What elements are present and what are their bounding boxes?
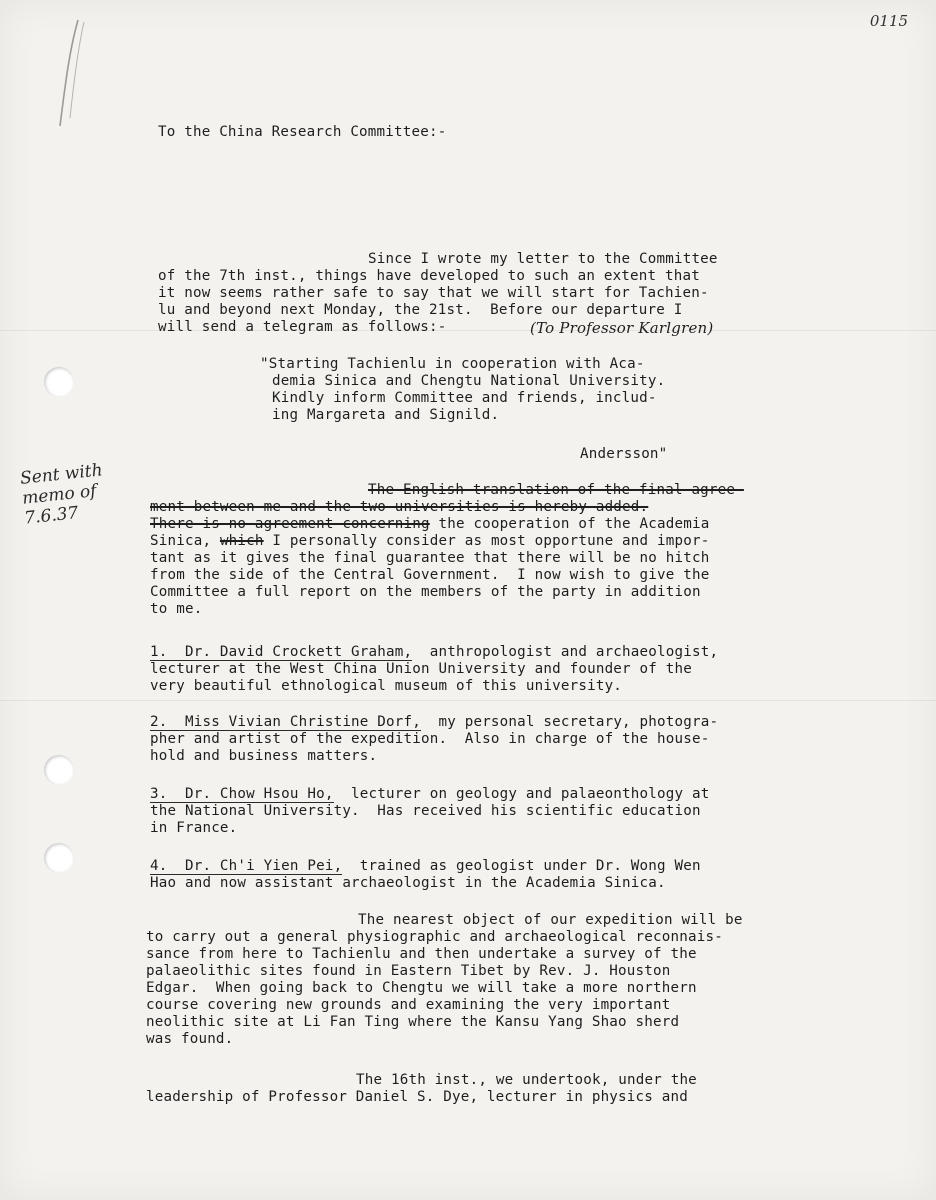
member-first-line [150,786,709,803]
member-line: very beautiful ethnological museum of this university. [150,678,623,694]
struck-line: The English translation of the final agree- [368,482,744,498]
page-number: 0115 [869,12,908,30]
telegram-line: "Starting Tachienlu in cooperation with Aca- [260,356,645,372]
para2-line: tant as it gives the final guarantee that there will be no hitch [150,550,710,566]
member-name: 1. Dr. David Crockett Graham, [150,644,413,660]
para3-line: was found. [146,1031,234,1047]
handwritten-margin-note [19,455,155,528]
member-role: trained as geologist under Dr. Wong Wen [342,858,701,874]
para2-line: from the side of the Central Government. I now wish to give the [150,567,710,583]
para2-line [150,533,709,550]
paper-crease-mark [40,18,90,128]
para2-text: I personally consider as most opportune and impor- [263,533,710,549]
struck-word: which [219,533,264,549]
salutation: To the China Research Committee:- [158,124,447,140]
para2-line: Committee a full report on the members of the party in addition [150,584,701,600]
para3-line: neolithic site at Li Fan Ting where the Kansu Yang Shao sherd [146,1014,680,1030]
member-line: hold and business matters. [150,748,378,764]
struck-phrase: There is no agreement concerning [150,516,430,532]
para3-line: to carry out a general physiographic and archaeological reconnais- [146,929,723,945]
margin-note-line: Sent with [19,460,104,489]
para3-line: sance from here to Tachienlu and then undertake a survey of the [146,946,697,962]
member-first-line [150,644,718,661]
member-name: 3. Dr. Chow Hsou Ho, [150,786,334,802]
para1-line: will send a telegram as follows:- [158,319,447,335]
para4-line: The 16th inst., we undertook, under the [356,1072,697,1088]
para2-text: Sinica, [150,533,220,549]
margin-note-line: 7.6.37 [23,503,80,529]
member-role: lecturer on geology and palaeonthology at [333,786,710,802]
para1-line: lu and beyond next Monday, the 21st. Before our departure I [158,302,683,318]
paper-fold [0,330,936,331]
telegram-line: demia Sinica and Chengtu National University. [272,373,666,389]
para1-line: of the 7th inst., things have developed to such an extent that [158,268,700,284]
telegram-line: Kindly inform Committee and friends, includ- [272,390,657,406]
para2-line: to me. [150,601,203,617]
para1-line: Since I wrote my letter to the Committee [368,251,718,267]
telegram-line: ing Margareta and Signild. [272,407,500,423]
para3-line: Edgar. When going back to Chengtu we will take a more northern [146,980,697,996]
handwritten-insert: (To Professor Karlgren) [530,319,714,337]
para1-line: it now seems rather safe to say that we will start for Tachien- [158,285,709,301]
para3-line: The nearest object of our expedition will be [358,912,743,928]
member-first-line [150,714,718,731]
member-name: 2. Miss Vivian Christine Dorf, [150,714,421,730]
member-line: the National University. Has received his scientific education [150,803,701,819]
paper-fold [0,700,936,701]
member-line: pher and artist of the expedition. Also in charge of the house- [150,731,710,747]
para4-line: leadership of Professor Daniel S. Dye, lecturer in physics and [146,1089,688,1105]
member-line: in France. [150,820,238,836]
member-line: lecturer at the West China Union University and founder of the [150,661,692,677]
member-role: my personal secretary, photogra- [421,714,719,730]
margin-note-line: memo of [21,481,98,509]
struck-line: ment between me and the two universities is hereby added. [150,499,649,515]
punch-hole [44,755,74,785]
para2-line [150,516,709,533]
member-name: 4. Dr. Ch'i Yien Pei, [150,858,343,874]
para2-text: the cooperation of the Academia [429,516,710,532]
para3-line: palaeolithic sites found in Eastern Tibet by Rev. J. Houston [146,963,671,979]
member-first-line [150,858,701,875]
punch-hole [44,843,74,873]
member-line: Hao and now assistant archaeologist in the Academia Sinica. [150,875,666,891]
member-role: anthropologist and archaeologist, [412,644,719,660]
para3-line: course covering new grounds and examining the very important [146,997,671,1013]
telegram-signature: Andersson" [580,446,668,462]
punch-hole [44,367,74,397]
